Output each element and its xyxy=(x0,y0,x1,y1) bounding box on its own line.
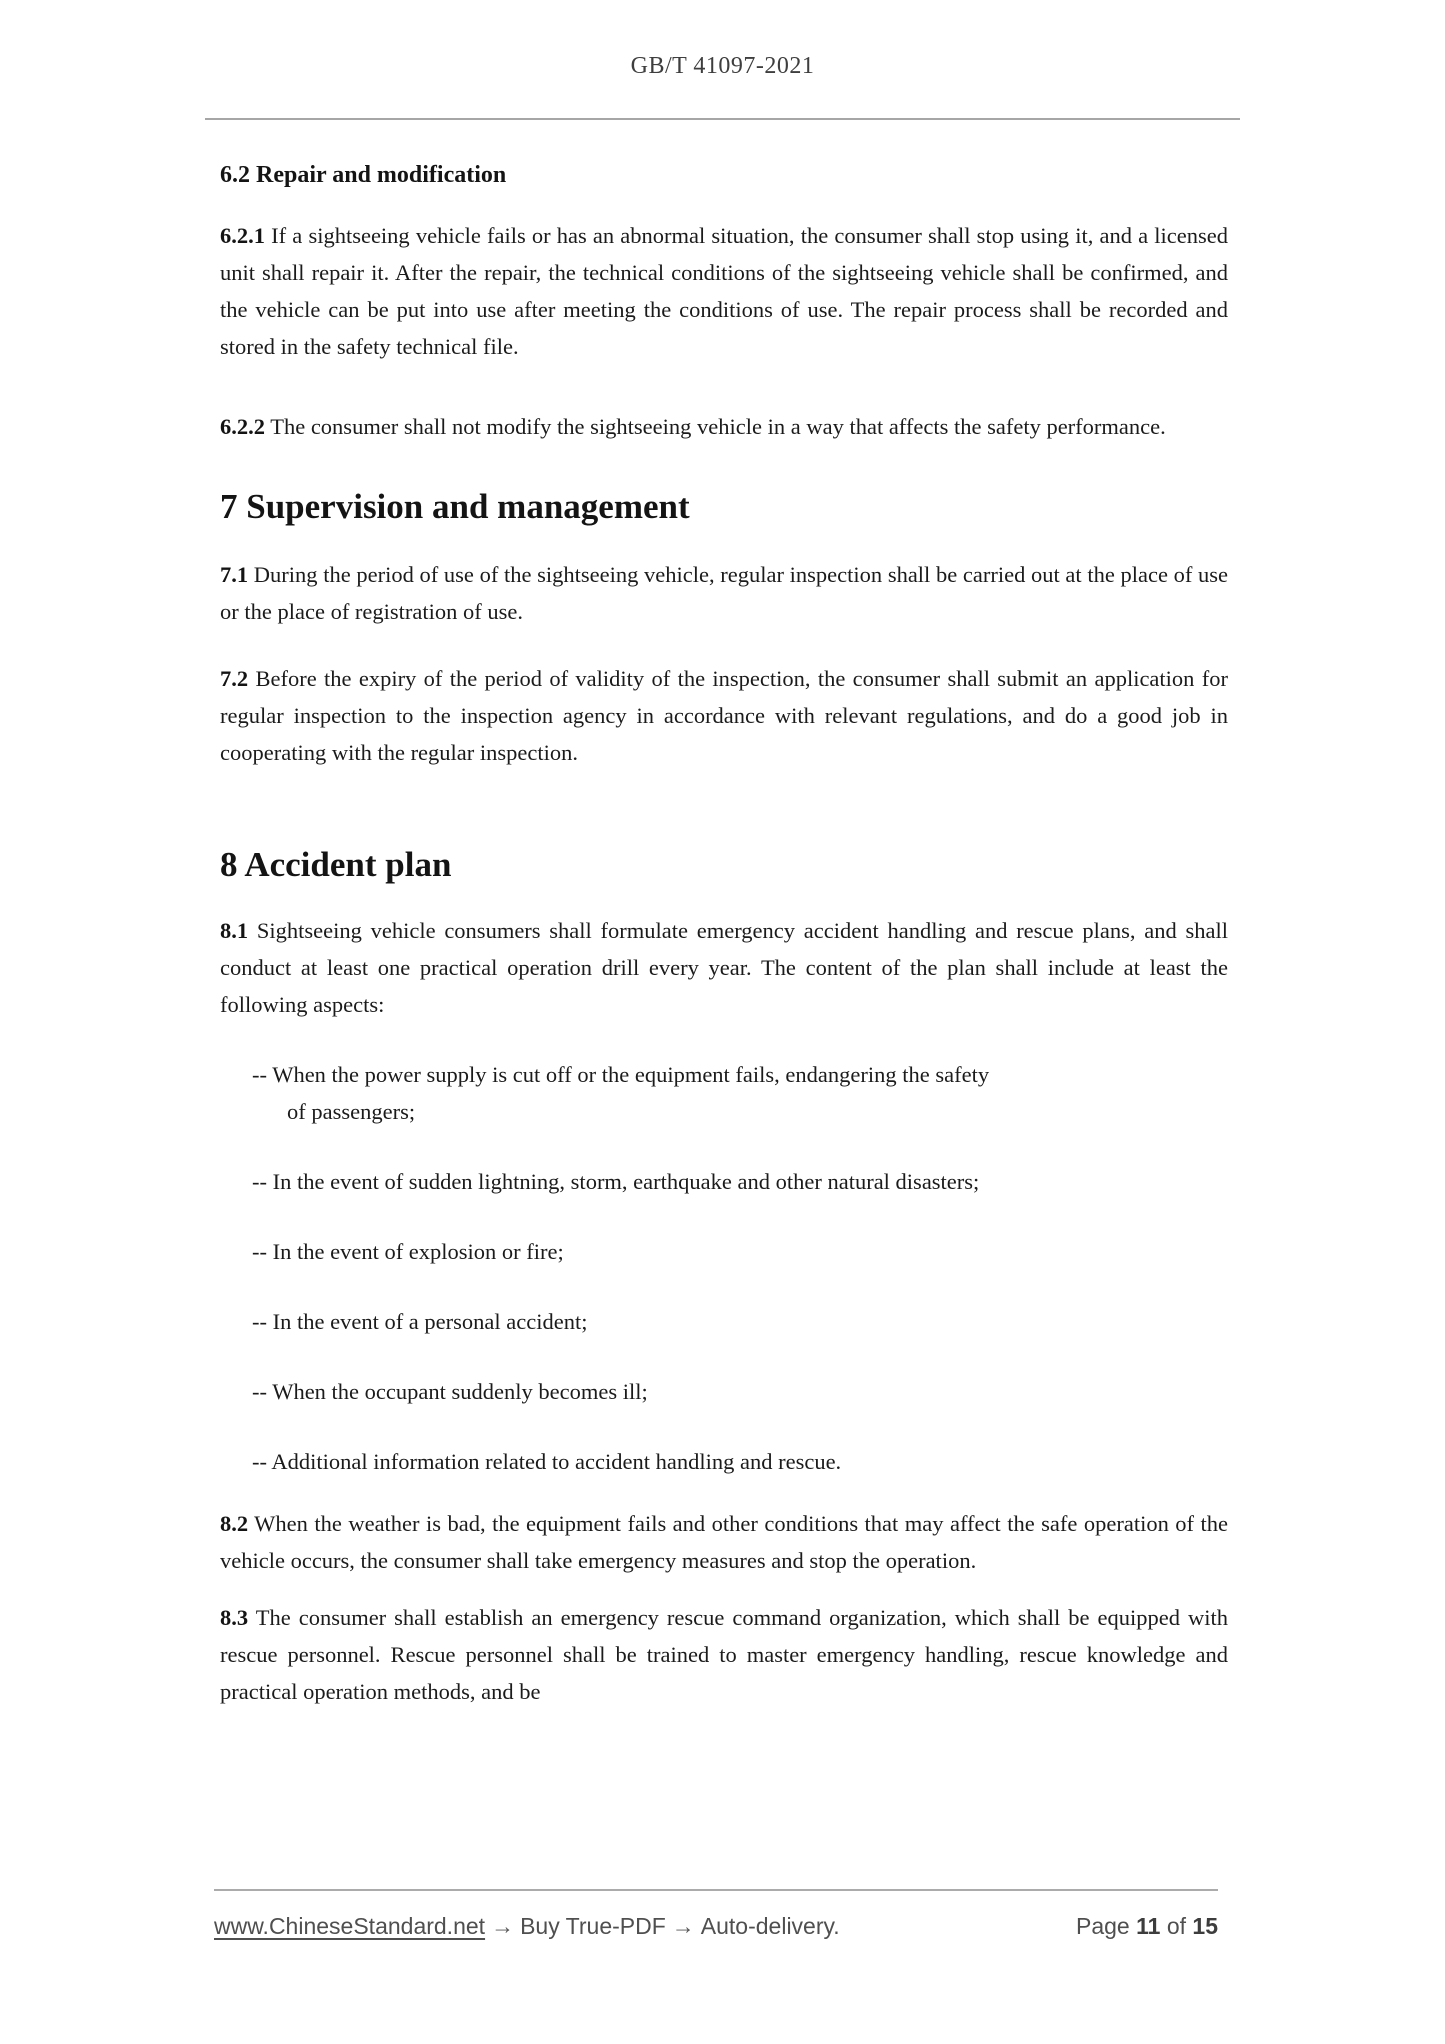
clause-number: 6.2.1 xyxy=(220,223,265,248)
clause-6-2-1 xyxy=(220,217,1228,365)
clause-text: The consumer shall not modify the sightseeing vehicle in a way that affects the safety performance. xyxy=(265,414,1166,439)
list-item xyxy=(220,1373,1228,1410)
page-number: 11 xyxy=(1136,1913,1161,1939)
clause-text: During the period of use of the sightseeing vehicle, regular inspection shall be carried out at the place of use or the place of registration of use. xyxy=(220,562,1228,624)
page-indicator xyxy=(1076,1911,1218,1941)
list-item-text: -- When the power supply is cut off or the equipment fails, endangering the safety xyxy=(252,1062,990,1087)
list-item-text: -- In the event of explosion or fire; xyxy=(252,1239,564,1264)
footer-links xyxy=(214,1911,840,1941)
page-header xyxy=(0,0,1445,82)
clause-number: 8.3 xyxy=(220,1605,249,1630)
list-item-text: -- In the event of a personal accident; xyxy=(252,1309,588,1334)
clause-6-2-2 xyxy=(220,408,1228,445)
arrow-right-icon: → xyxy=(491,1913,515,1939)
section-heading-7: 7 Supervision and management xyxy=(220,487,690,526)
list-item xyxy=(220,1303,1228,1340)
accident-plan-list xyxy=(220,1056,1228,1480)
clause-7-2 xyxy=(220,660,1228,771)
page-total: 15 xyxy=(1192,1913,1218,1939)
clause-text: If a sightseeing vehicle fails or has an abnormal situation, the consumer shall stop using it, and a licensed unit shall repair it. After the repair, the technical conditions of the sightseeing vehicle shall be confirmed, and the vehicle can be put into use after meeting the conditions of use. The repair process shall be recorded and stored in the safety technical file. xyxy=(220,223,1228,359)
clause-number: 7.1 xyxy=(220,562,249,587)
footer-divider xyxy=(214,1889,1218,1891)
clause-number: 8.1 xyxy=(220,918,249,943)
footer-action-delivery: Auto-delivery. xyxy=(700,1913,840,1939)
of-label: of xyxy=(1160,1913,1193,1939)
arrow-right-icon: → xyxy=(671,1913,695,1939)
clause-text: The consumer shall establish an emergency rescue command organization, which shall be equipped with rescue personnel. Rescue personnel shall be trained to master emergency handling, rescue knowledge and practical operation methods, and be xyxy=(220,1605,1228,1704)
clause-8-1 xyxy=(220,912,1228,1023)
list-item xyxy=(220,1443,1228,1480)
list-item-text: -- In the event of sudden lightning, storm, earthquake and other natural disasters; xyxy=(252,1169,980,1194)
clause-text: Sightseeing vehicle consumers shall formulate emergency accident handling and rescue plans, and shall conduct at least one practical operation drill every year. The content of the plan shall include at least the following aspects: xyxy=(220,918,1228,1017)
clause-text: Before the expiry of the period of validity of the inspection, the consumer shall submit an application for regular inspection to the inspection agency in accordance with relevant regulations, and do a good job in cooperating with the regular inspection. xyxy=(220,666,1228,765)
clause-number: 8.2 xyxy=(220,1511,249,1536)
clause-number: 6.2.2 xyxy=(220,414,265,439)
list-item xyxy=(220,1163,1228,1200)
clause-number: 7.2 xyxy=(220,666,249,691)
standard-number: GB/T 41097-2021 xyxy=(630,53,815,79)
header-divider xyxy=(205,118,1240,120)
page-content xyxy=(220,118,1228,1710)
clause-8-3 xyxy=(220,1599,1228,1710)
list-item xyxy=(220,1233,1228,1270)
site-link[interactable]: www.ChineseStandard.net xyxy=(214,1913,486,1939)
page-footer xyxy=(214,1911,1218,1941)
list-item xyxy=(220,1056,1228,1130)
clause-text: When the weather is bad, the equipment fails and other conditions that may affect the safe operation of the vehicle occurs, the consumer shall take emergency measures and stop the operation. xyxy=(220,1511,1228,1573)
section-heading-8: 8 Accident plan xyxy=(220,845,452,884)
list-item-text: -- Additional information related to accident handling and rescue. xyxy=(252,1449,842,1474)
page-label: Page xyxy=(1076,1913,1137,1939)
clause-7-1 xyxy=(220,556,1228,630)
list-item-text-continued: of passengers; xyxy=(287,1099,416,1124)
list-item-text: -- When the occupant suddenly becomes ill; xyxy=(252,1379,648,1404)
footer-action-buy: Buy True-PDF xyxy=(520,1913,666,1939)
clause-8-2 xyxy=(220,1505,1228,1579)
section-heading-6-2: 6.2 Repair and modification xyxy=(220,162,507,188)
